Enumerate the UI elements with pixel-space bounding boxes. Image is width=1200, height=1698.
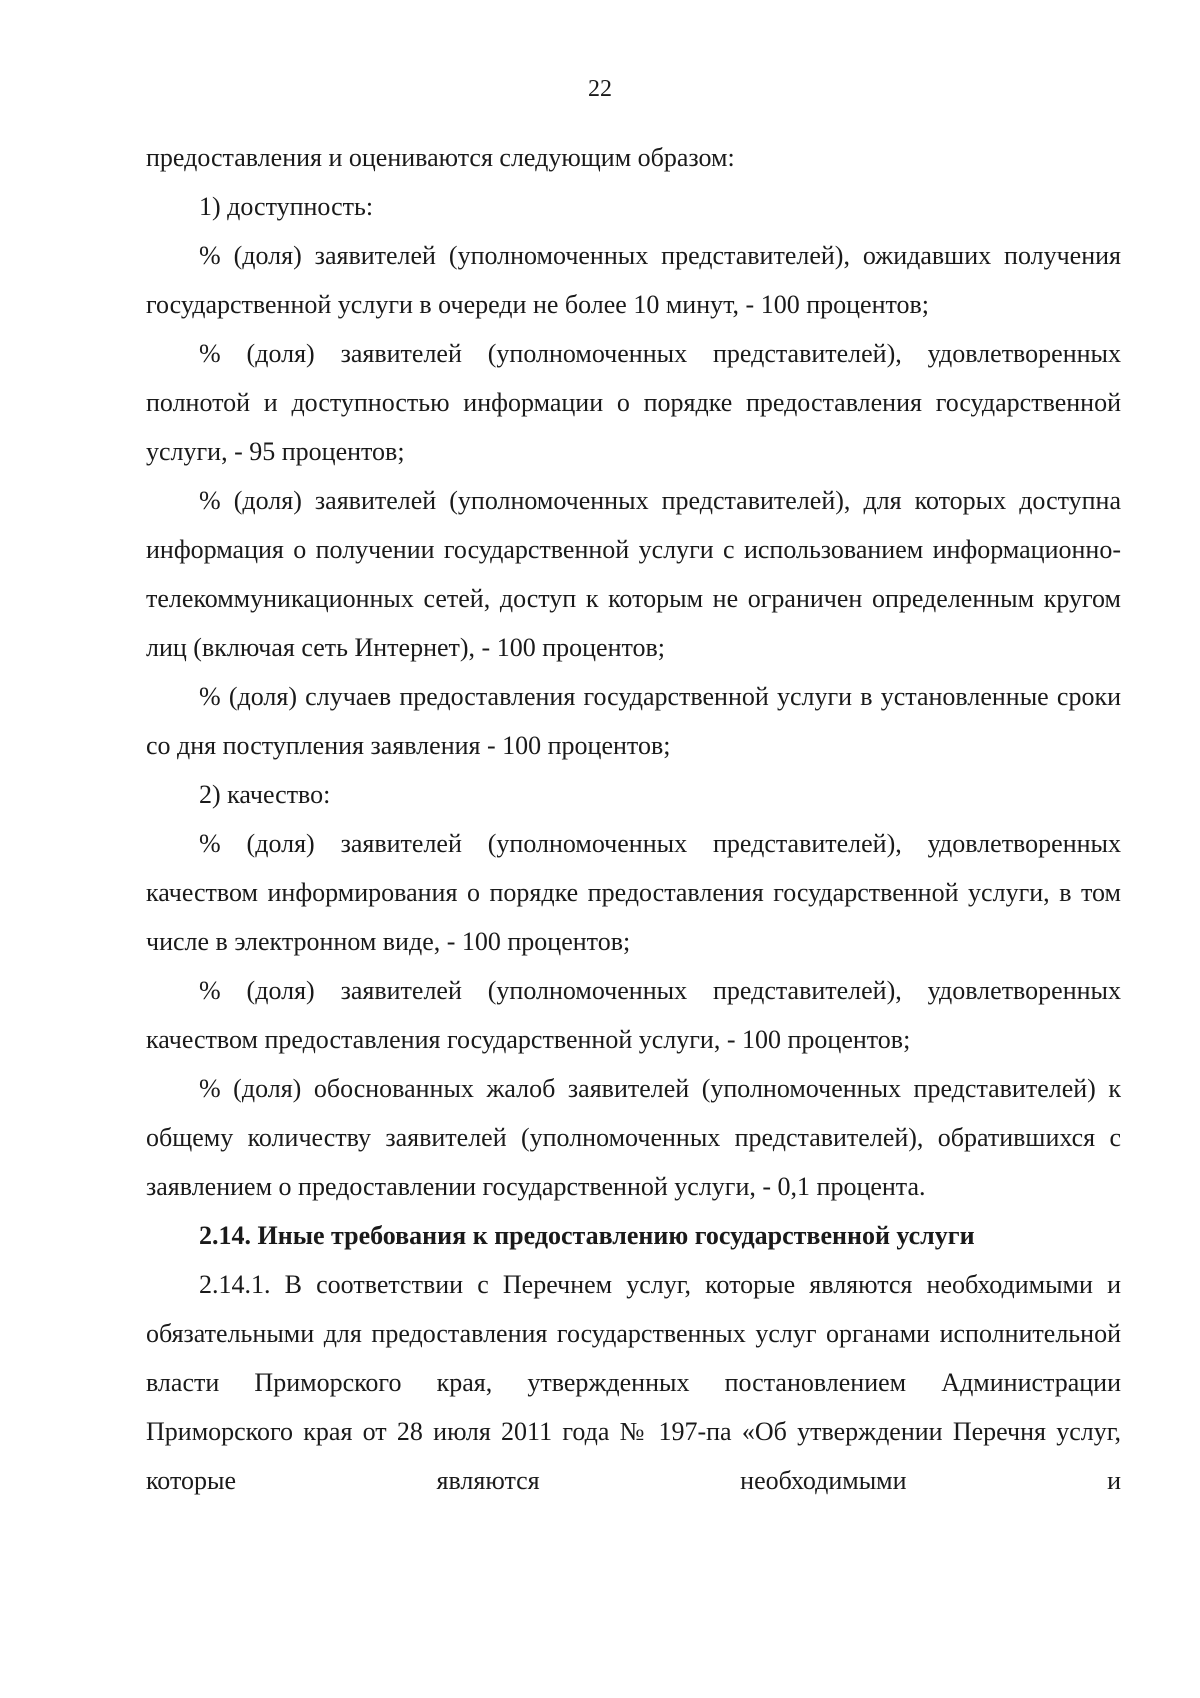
- paragraph-informing-quality: % (доля) заявителей (уполномоченных представителей), удовлетворенных качеством информирования о порядке предоставления государственной услуги, в том числе в электронном виде, - 100 процентов;: [146, 829, 1121, 956]
- list-item-quality: 2) качество:: [199, 780, 331, 809]
- paragraph-info-completeness: % (доля) заявителей (уполномоченных представителей), удовлетворенных полнотой и доступностью информации о порядке предоставления государственной услуги, - 95 процентов;: [146, 339, 1121, 466]
- paragraph-timeliness: % (доля) случаев предоставления государственной услуги в установленные сроки со дня поступления заявления - 100 процентов;: [146, 682, 1121, 760]
- section-heading: 2.14. Иные требования к предоставлению государственной услуги: [199, 1221, 975, 1250]
- paragraph-section-2-14-1: 2.14.1. В соответствии с Перечнем услуг, которые являются необходимыми и обязательными для предоставления государственных услуг органами исполнительной власти Приморского края, утвержденных постановлением Администрации Приморского края от 28 июля 2011 года № 197-па «Об утверждении Перечня услуг, которые являются необходимыми и: [146, 1270, 1121, 1495]
- paragraph-internet-access: % (доля) заявителей (уполномоченных представителей), для которых доступна информация о получении государственной услуги с использованием информационно-телекоммуникационных сетей, доступ к которым не ограничен определенным кругом лиц (включая сеть Интернет), - 100 процентов;: [146, 486, 1121, 662]
- paragraph-continuation: предоставления и оцениваются следующим образом:: [146, 143, 735, 172]
- paragraph-service-quality: % (доля) заявителей (уполномоченных представителей), удовлетворенных качеством предоставления государственной услуги, - 100 процентов;: [146, 976, 1121, 1054]
- paragraph-queue-wait: % (доля) заявителей (уполномоченных представителей), ожидавших получения государственной услуги в очереди не более 10 минут, - 100 процентов;: [146, 241, 1121, 319]
- paragraph-complaints: % (доля) обоснованных жалоб заявителей (уполномоченных представителей) к общему количеству заявителей (уполномоченных представителей), обратившихся с заявлением о предоставлении государственной услуги, - 0,1 процента.: [146, 1074, 1121, 1201]
- document-body: [146, 133, 1121, 1505]
- page-number: 22: [588, 76, 612, 102]
- list-item-availability: 1) доступность:: [199, 192, 374, 221]
